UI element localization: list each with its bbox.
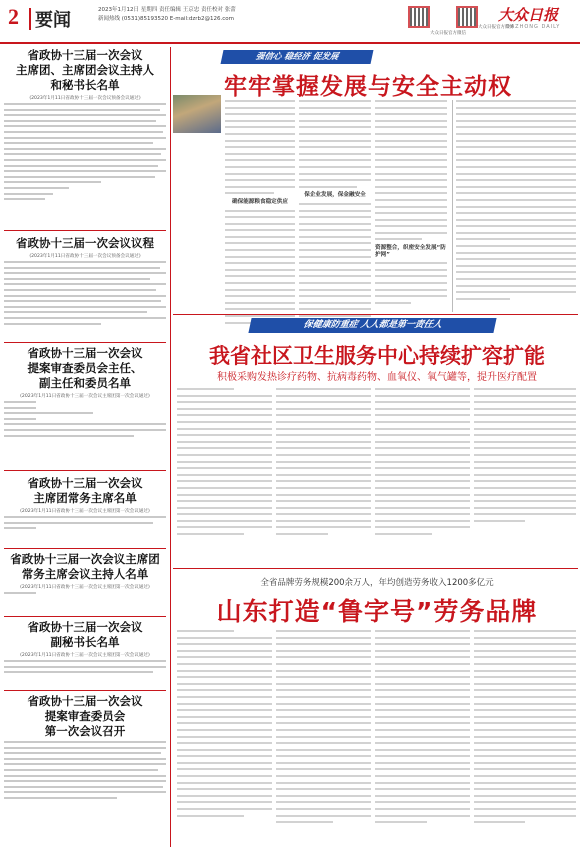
notice-subtitle: (2023年1月11日省政协十三届一次会议预备会议通过) [29, 96, 141, 101]
notice-title: 省政协十三届一次会议议程 [16, 236, 154, 250]
notice-title: 省政协十三届一次会议 提案审查委员会 第一次会议召开 [27, 694, 143, 738]
notice-body [4, 592, 166, 594]
notice-separator [4, 616, 166, 617]
article3-column-4 [474, 630, 576, 828]
notice-body [4, 516, 166, 529]
notice-proposal-committee [4, 346, 166, 440]
article1-column-3 [375, 100, 447, 308]
article1-sidebar-title: 资源整合，织密安全发展“防护网” [375, 245, 446, 258]
article1-column-4 [456, 100, 576, 304]
notice-title: 省政协十三届一次会议 提案审查委员会主任、 副主任和委员名单 [27, 346, 143, 390]
notice-title: 省政协十三届一次会议 主席团常务主席名单 [27, 476, 143, 505]
notice-body [4, 103, 166, 200]
notice-agenda [4, 236, 166, 328]
notice-title: 省政协十三届一次会议主席团 常务主席会议主持人名单 [10, 552, 160, 581]
notice-deputy-secretaries [4, 620, 166, 677]
notice-separator [4, 342, 166, 343]
notice-presidium-list [4, 48, 166, 204]
notice-subtitle: (2023年1月11日省政协十三届一次会议主席团第一次会议通过) [20, 509, 150, 514]
article3-headline: 山东打造“鲁字号”劳务品牌 [216, 597, 538, 626]
header-meta-date: 2023年1月12日 星期四 责任编辑 王京忠 责任校对 张蕾 [98, 7, 236, 13]
page-number: 2 [8, 4, 19, 29]
qr-label-weibo: 大众日报官方微博 [478, 25, 514, 30]
notice-separator [4, 230, 166, 231]
notice-subtitle: (2023年1月11日省政协十三届一次会议主席团第一次会议通过) [20, 653, 150, 658]
section-separator [173, 568, 578, 569]
article2-headline: 我省社区卫生服务中心持续扩容扩能 [209, 344, 545, 368]
article1-headline: 牢牢掌握发展与安全主动权 [224, 74, 512, 100]
notice-separator [4, 548, 166, 549]
article3-column-1 [177, 630, 272, 821]
article3-kicker: 全省品牌劳务规模200余万人，年均创造劳务收入1200多亿元 [260, 578, 494, 588]
notice-standing-chairs [4, 476, 166, 533]
article1-column-1 [225, 100, 295, 328]
page-header [0, 0, 580, 44]
header-meta [98, 6, 278, 24]
notice-separator [4, 690, 166, 691]
article2-banner: 保健康防重症 人人都是第一责任人 [248, 318, 496, 333]
notice-subtitle: (2023年1月11日省政协十三届一次会议主席团第一次会议通过) [20, 585, 150, 590]
notice-subtitle: (2023年1月11日省政协十三届一次会议预备会议通过) [29, 254, 141, 259]
article3-column-2 [276, 630, 371, 828]
article1-photo [173, 95, 221, 133]
qr-code-icon [456, 6, 478, 28]
qr-label-wechat: 大众日报官方微信 [430, 31, 466, 36]
article2-subheadline: 积极采购发热诊疗药物、抗病毒药物、血氧仪、氧气罐等，提升医疗配置 [217, 372, 537, 383]
notice-subtitle: (2023年1月11日省政协十三届一次会议主席团第一次会议通过) [20, 394, 150, 399]
masthead-subtitle: DAZHONG DAILY [506, 24, 561, 30]
notice-title: 省政协十三届一次会议 副秘书长名单 [27, 620, 143, 649]
column-divider [170, 47, 171, 847]
article2-column-1 [177, 388, 272, 540]
qr-code-icon [408, 6, 430, 28]
notice-body [4, 401, 166, 437]
masthead-logo: 大众日报 [498, 6, 559, 24]
article2-column-4 [474, 388, 576, 526]
article1-subhead-b: 保企业发展，保金融安全 [304, 192, 366, 199]
article1-subhead-a: 确保能源粮食稳定供应 [232, 198, 288, 205]
article1-banner: 强信心 稳经济 促发展 [221, 50, 374, 64]
header-divider [29, 8, 31, 30]
article1-column-2 [299, 100, 371, 328]
article2-column-3 [375, 388, 470, 540]
notice-separator [4, 470, 166, 471]
column-divider [452, 100, 453, 312]
notice-committee-meeting [4, 694, 166, 803]
header-meta-contact: 新闻热线 (0531)85193520 E-mail:dzrb2@126.com [98, 16, 234, 22]
article2-column-2 [276, 388, 371, 540]
article3-column-3 [375, 630, 470, 828]
notice-body [4, 741, 166, 799]
notice-title: 省政协十三届一次会议 主席团、主席团会议主持人 和秘书长名单 [16, 48, 154, 92]
notice-body [4, 660, 166, 673]
section-title: 要闻 [35, 10, 71, 31]
notice-standing-hosts [4, 552, 166, 598]
section-separator [173, 314, 578, 315]
notice-body [4, 261, 166, 325]
